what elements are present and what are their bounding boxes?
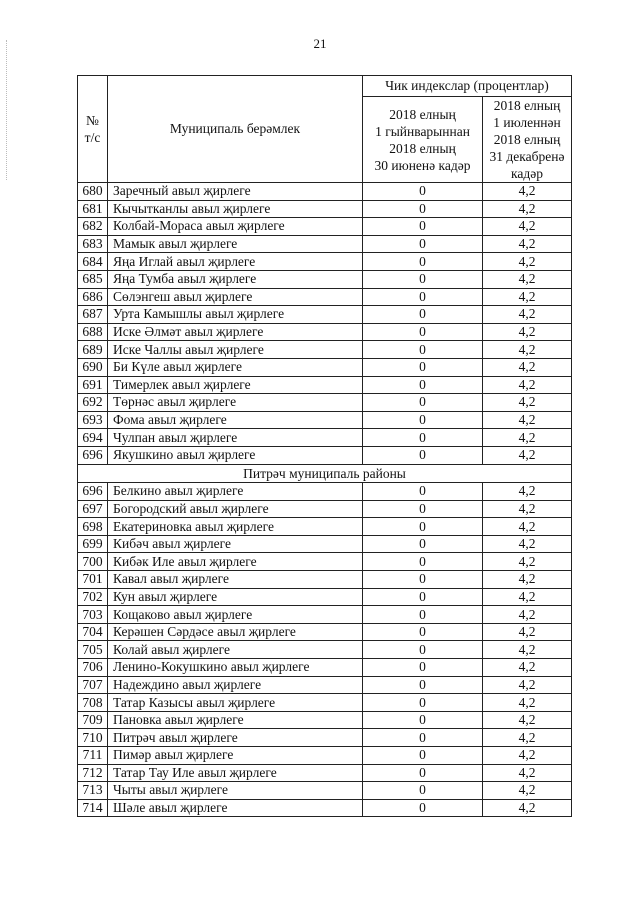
row-number: 707 <box>78 676 108 694</box>
row-index-second-half: 4,2 <box>483 518 572 536</box>
row-index-first-half: 0 <box>363 729 483 747</box>
table-section <box>78 464 572 483</box>
row-index-second-half: 4,2 <box>483 376 572 394</box>
row-index-second-half: 4,2 <box>483 483 572 501</box>
row-number: 702 <box>78 588 108 606</box>
row-municipality: Кибәч авыл җирлеге <box>108 535 363 553</box>
table-row <box>78 729 572 747</box>
table-row <box>78 341 572 359</box>
table-row <box>78 500 572 518</box>
row-index-second-half: 4,2 <box>483 323 572 341</box>
row-municipality: Кычытканлы авыл җирлеге <box>108 200 363 218</box>
row-municipality: Ленино-Кокушкино авыл җирлеге <box>108 659 363 677</box>
period-first-line: 30 июненә кадәр <box>374 157 471 173</box>
row-index-second-half: 4,2 <box>483 694 572 712</box>
row-number: 698 <box>78 518 108 536</box>
row-index-second-half: 4,2 <box>483 446 572 464</box>
table-row <box>78 200 572 218</box>
row-municipality: Кибәк Иле авыл җирлеге <box>108 553 363 571</box>
row-number: 699 <box>78 535 108 553</box>
header-number-line1: № <box>86 113 99 128</box>
row-index-first-half: 0 <box>363 483 483 501</box>
row-index-second-half: 4,2 <box>483 306 572 324</box>
table-row <box>78 623 572 641</box>
row-municipality: Урта Камышлы авыл җирлеге <box>108 306 363 324</box>
row-index-second-half: 4,2 <box>483 429 572 447</box>
row-number: 704 <box>78 623 108 641</box>
table-row <box>78 183 572 201</box>
row-index-first-half: 0 <box>363 711 483 729</box>
row-number: 709 <box>78 711 108 729</box>
row-municipality: Пимәр авыл җирлеге <box>108 747 363 765</box>
row-index-first-half: 0 <box>363 518 483 536</box>
row-index-second-half: 4,2 <box>483 183 572 201</box>
header-limit-indices: Чик индекслар (процентлар) <box>363 76 572 97</box>
row-number: 712 <box>78 764 108 782</box>
row-index-first-half: 0 <box>363 358 483 376</box>
row-municipality: Фома авыл җирлеге <box>108 411 363 429</box>
table-row <box>78 571 572 589</box>
row-number: 681 <box>78 200 108 218</box>
row-municipality: Яңа Тумба авыл җирлеге <box>108 270 363 288</box>
row-number: 694 <box>78 429 108 447</box>
table-row <box>78 253 572 271</box>
row-index-second-half: 4,2 <box>483 553 572 571</box>
row-index-first-half: 0 <box>363 659 483 677</box>
row-index-first-half: 0 <box>363 782 483 800</box>
row-index-first-half: 0 <box>363 535 483 553</box>
row-index-first-half: 0 <box>363 571 483 589</box>
row-index-second-half: 4,2 <box>483 571 572 589</box>
table-row <box>78 799 572 817</box>
table-row <box>78 270 572 288</box>
table-row <box>78 711 572 729</box>
row-municipality: Екатериновка авыл җирлеге <box>108 518 363 536</box>
period-second-line: 2018 елның <box>493 98 561 113</box>
table-row <box>78 483 572 501</box>
table-row <box>78 235 572 253</box>
period-second-line: 1 июленнән <box>493 115 561 130</box>
row-municipality: Чыты авыл җирлеге <box>108 782 363 800</box>
table-row <box>78 782 572 800</box>
row-number: 687 <box>78 306 108 324</box>
row-index-second-half: 4,2 <box>483 729 572 747</box>
row-number: 686 <box>78 288 108 306</box>
row-index-first-half: 0 <box>363 306 483 324</box>
row-number: 701 <box>78 571 108 589</box>
row-municipality: Надеждино авыл җирлеге <box>108 676 363 694</box>
table-row <box>78 747 572 765</box>
row-municipality: Мамык авыл җирлеге <box>108 235 363 253</box>
row-index-second-half: 4,2 <box>483 235 572 253</box>
table-row <box>78 446 572 464</box>
row-index-second-half: 4,2 <box>483 747 572 765</box>
table-row <box>78 429 572 447</box>
row-number: 685 <box>78 270 108 288</box>
row-index-first-half: 0 <box>363 200 483 218</box>
row-number: 682 <box>78 218 108 236</box>
table-row <box>78 764 572 782</box>
table-row <box>78 553 572 571</box>
period-first-line: 2018 елның <box>389 140 456 156</box>
table-row <box>78 394 572 412</box>
row-index-first-half: 0 <box>363 641 483 659</box>
row-index-second-half: 4,2 <box>483 659 572 677</box>
row-number: 703 <box>78 606 108 624</box>
row-index-second-half: 4,2 <box>483 623 572 641</box>
row-index-second-half: 4,2 <box>483 218 572 236</box>
row-index-first-half: 0 <box>363 218 483 236</box>
row-number: 696 <box>78 483 108 501</box>
row-index-second-half: 4,2 <box>483 606 572 624</box>
row-municipality: Белкино авыл җирлеге <box>108 483 363 501</box>
table-row <box>78 535 572 553</box>
row-municipality: Якушкино авыл җирлеге <box>108 446 363 464</box>
row-number: 688 <box>78 323 108 341</box>
row-municipality: Тимерлек авыл җирлеге <box>108 376 363 394</box>
row-index-first-half: 0 <box>363 553 483 571</box>
row-index-second-half: 4,2 <box>483 411 572 429</box>
table-row <box>78 659 572 677</box>
period-second-line: 2018 елның <box>493 132 561 147</box>
row-municipality: Татар Тау Иле авыл җирлеге <box>108 764 363 782</box>
row-municipality: Би Күле авыл җирлеге <box>108 358 363 376</box>
row-index-first-half: 0 <box>363 588 483 606</box>
row-municipality: Кощаково авыл җирлеге <box>108 606 363 624</box>
period-first-line: 1 гыйнварыннан <box>375 123 470 139</box>
row-number: 696 <box>78 446 108 464</box>
row-municipality: Төрнәс авыл җирлеге <box>108 394 363 412</box>
row-municipality: Богородский авыл җирлеге <box>108 500 363 518</box>
row-index-first-half: 0 <box>363 183 483 201</box>
row-index-first-half: 0 <box>363 764 483 782</box>
row-number: 706 <box>78 659 108 677</box>
row-municipality: Иске Әлмәт авыл җирлеге <box>108 323 363 341</box>
page-number: 21 <box>313 36 327 51</box>
row-municipality: Кавал авыл җирлеге <box>108 571 363 589</box>
row-municipality: Колбай-Мораса авыл җирлеге <box>108 218 363 236</box>
section-row <box>78 464 572 483</box>
row-index-first-half: 0 <box>363 429 483 447</box>
row-municipality: Керәшен Сәрдәсе авыл җирлеге <box>108 623 363 641</box>
row-municipality: Питрәч авыл җирлеге <box>108 729 363 747</box>
row-number: 714 <box>78 799 108 817</box>
table-row <box>78 676 572 694</box>
row-index-second-half: 4,2 <box>483 288 572 306</box>
table-row <box>78 694 572 712</box>
table-body-pitrech <box>78 483 572 817</box>
section-title: Питрәч муниципаль районы <box>78 464 572 483</box>
period-first-line: 2018 елның <box>389 106 456 122</box>
row-municipality: Татар Казысы авыл җирлеге <box>108 694 363 712</box>
row-index-first-half: 0 <box>363 270 483 288</box>
table-row <box>78 306 572 324</box>
table-row <box>78 411 572 429</box>
table-row <box>78 518 572 536</box>
row-number: 691 <box>78 376 108 394</box>
row-number: 690 <box>78 358 108 376</box>
row-municipality: Шәле авыл җирлеге <box>108 799 363 817</box>
row-index-first-half: 0 <box>363 676 483 694</box>
row-index-first-half: 0 <box>363 376 483 394</box>
row-index-first-half: 0 <box>363 323 483 341</box>
row-index-second-half: 4,2 <box>483 500 572 518</box>
table-row <box>78 358 572 376</box>
row-number: 710 <box>78 729 108 747</box>
row-number: 705 <box>78 641 108 659</box>
period-second-line: кадәр <box>511 166 543 181</box>
header-municipality: Муниципаль берәмлек <box>108 76 363 183</box>
row-index-first-half: 0 <box>363 411 483 429</box>
header-number <box>78 76 108 183</box>
row-index-second-half: 4,2 <box>483 270 572 288</box>
row-index-first-half: 0 <box>363 606 483 624</box>
row-index-first-half: 0 <box>363 747 483 765</box>
row-index-first-half: 0 <box>363 500 483 518</box>
row-number: 713 <box>78 782 108 800</box>
row-index-second-half: 4,2 <box>483 588 572 606</box>
row-index-first-half: 0 <box>363 341 483 359</box>
row-index-second-half: 4,2 <box>483 676 572 694</box>
row-index-second-half: 4,2 <box>483 200 572 218</box>
row-index-first-half: 0 <box>363 799 483 817</box>
row-index-first-half: 0 <box>363 288 483 306</box>
margin-marks <box>6 40 11 180</box>
row-index-first-half: 0 <box>363 446 483 464</box>
row-index-first-half: 0 <box>363 235 483 253</box>
indices-table <box>77 75 572 817</box>
row-index-first-half: 0 <box>363 694 483 712</box>
row-index-second-half: 4,2 <box>483 711 572 729</box>
header-period-second-half <box>483 97 572 183</box>
row-index-second-half: 4,2 <box>483 764 572 782</box>
row-number: 683 <box>78 235 108 253</box>
row-number: 700 <box>78 553 108 571</box>
row-index-second-half: 4,2 <box>483 341 572 359</box>
row-number: 689 <box>78 341 108 359</box>
row-municipality: Иске Чаллы авыл җирлеге <box>108 341 363 359</box>
table-row <box>78 218 572 236</box>
row-index-second-half: 4,2 <box>483 799 572 817</box>
table-row <box>78 288 572 306</box>
row-municipality: Колай авыл җирлеге <box>108 641 363 659</box>
row-municipality: Пановка авыл җирлеге <box>108 711 363 729</box>
header-period-first-half <box>363 97 483 183</box>
period-second-line: 31 декабренә <box>489 149 565 164</box>
row-index-first-half: 0 <box>363 623 483 641</box>
row-index-second-half: 4,2 <box>483 358 572 376</box>
table-row <box>78 588 572 606</box>
table-row <box>78 606 572 624</box>
row-municipality: Кун авыл җирлеге <box>108 588 363 606</box>
row-municipality: Яңа Иглай авыл җирлеге <box>108 253 363 271</box>
row-index-second-half: 4,2 <box>483 394 572 412</box>
row-number: 711 <box>78 747 108 765</box>
row-number: 692 <box>78 394 108 412</box>
row-index-second-half: 4,2 <box>483 535 572 553</box>
table-row <box>78 641 572 659</box>
table-row <box>78 323 572 341</box>
row-number: 684 <box>78 253 108 271</box>
row-municipality: Сөлэнгеш авыл җирлеге <box>108 288 363 306</box>
table-row <box>78 376 572 394</box>
header-number-line2: т/с <box>84 130 101 145</box>
row-number: 708 <box>78 694 108 712</box>
row-municipality: Чулпан авыл җирлеге <box>108 429 363 447</box>
row-index-second-half: 4,2 <box>483 253 572 271</box>
table-body-main <box>78 183 572 465</box>
row-number: 680 <box>78 183 108 201</box>
row-index-second-half: 4,2 <box>483 782 572 800</box>
row-index-second-half: 4,2 <box>483 641 572 659</box>
row-number: 697 <box>78 500 108 518</box>
row-number: 693 <box>78 411 108 429</box>
row-index-first-half: 0 <box>363 253 483 271</box>
row-municipality: Заречный авыл җирлеге <box>108 183 363 201</box>
row-index-first-half: 0 <box>363 394 483 412</box>
